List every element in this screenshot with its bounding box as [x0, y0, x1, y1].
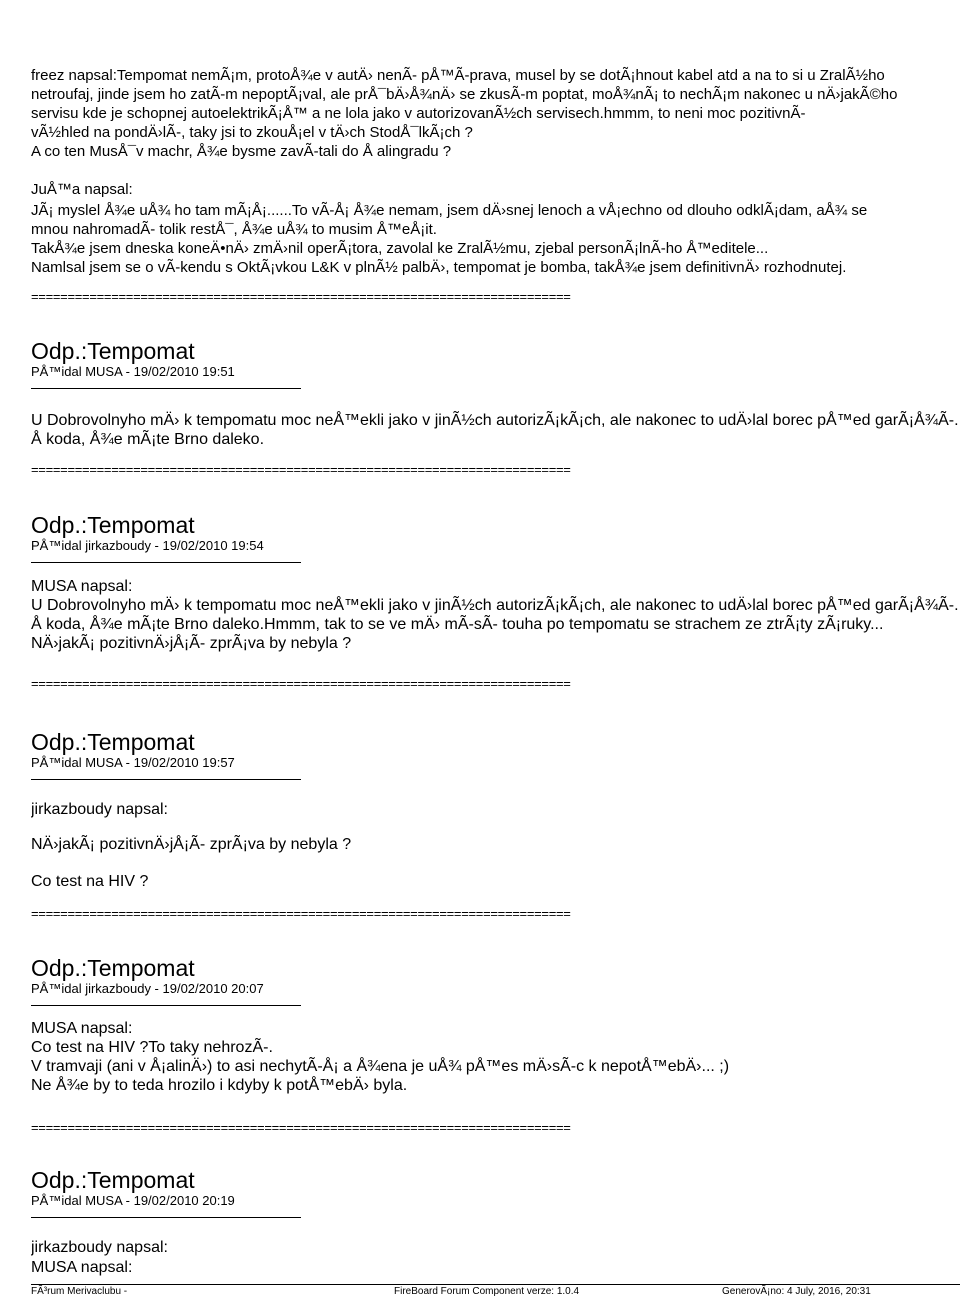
text-line: servisu kde je schopnej autoelektrikÃ¡Å™ a ne lola jako v autorizovanÃ½ch servisech.hmmm, to neni moc pozitivnÃ-: [31, 105, 806, 122]
text-line: NÄ›jakÃ¡ pozitivnÄ›jÅ¡Ã- zprÃ¡va by nebyla ?: [31, 836, 352, 853]
text-line: JÃ¡ myslel Å¾e uÅ¾ ho tam mÃ¡Å¡......To vÃ-Å¡ Å¾e nemam, jsem dÄ›snej lenoch a vÅ¡echno od dlouho odklÃ¡dam, aÅ¾ se: [31, 202, 868, 219]
divider: [31, 1005, 301, 1006]
separator: ==========================================================================: [31, 1121, 571, 1135]
text-line: freez napsal:Tempomat nemÃ¡m, protoÅ¾e v autÄ› nenÃ- pÅ™Ã-prava, musel by se dotÃ¡hnout kabel atd a na to si u ZralÃ½ho: [31, 67, 885, 84]
text-line: Namlsal jsem se o vÃ-kendu s OktÃ¡vkou L&K v plnÃ½ palbÄ›, tempomat je bomba, takÅ¾e jsem definitivnÄ› rozhodnutej.: [31, 259, 847, 276]
text-line: U Dobrovolnyho mÄ› k tempomatu moc neÅ™ekli jako v jinÃ½ch autorizÃ¡kÃ¡ch, ale nakonec to udÄ›lal borec pÅ™ed garÃ¡Å¾Ã-.: [31, 412, 959, 429]
text-line: Ne Å¾e by to teda hrozilo i kdyby k potÅ™ebÄ› byla.: [31, 1077, 408, 1094]
post-meta: PÅ™idal jirkazboudy - 19/02/2010 20:07: [31, 981, 264, 996]
text-line: Å koda, Å¾e mÃ¡te Brno daleko.Hmmm, tak to se ve mÄ› mÃ-sÃ- touha po tempomatu se strachem ze ztrÃ¡ty zÃ¡ruky...: [31, 616, 884, 633]
post: [31, 338, 960, 449]
intro-post: [31, 66, 960, 161]
post-meta: PÅ™idal MUSA - 19/02/2010 20:19: [31, 1193, 235, 1208]
post-meta: PÅ™idal MUSA - 19/02/2010 19:57: [31, 755, 235, 770]
separator: ==========================================================================: [31, 677, 571, 691]
quote-author: MUSA napsal:: [31, 1259, 133, 1276]
separator: ==========================================================================: [31, 290, 571, 304]
post: [31, 512, 960, 653]
text-line: TakÅ¾e jsem dneska koneÄ•nÄ› zmÄ›nil operÃ¡tora, zavolal ke ZralÃ½mu, zjebal personÃ¡lnÃ-ho Å™editele...: [31, 240, 769, 257]
divider: [31, 562, 301, 563]
post: [31, 955, 960, 1095]
quote-author: JuÅ™a napsal:: [31, 181, 133, 198]
post: [31, 729, 960, 891]
text-line: Co test na HIV ?To taky nehrozÃ-.: [31, 1039, 273, 1056]
post-title: Odp.:Tempomat: [31, 512, 195, 538]
text-line: U Dobrovolnyho mÄ› k tempomatu moc neÅ™ekli jako v jinÃ½ch autorizÃ¡kÃ¡ch, ale nakonec to udÄ›lal borec pÅ™ed garÃ¡Å¾Ã-.: [31, 597, 959, 614]
text-line: Co test na HIV ?: [31, 873, 149, 890]
text-line: Å koda, Å¾e mÃ¡te Brno daleko.: [31, 431, 265, 448]
text-line: mnou nahromadÃ- tolik restÅ¯, Å¾e uÅ¾ to musim Å™eÅ¡it.: [31, 221, 437, 238]
quote-author: jirkazboudy napsal:: [31, 801, 168, 818]
post-meta: PÅ™idal MUSA - 19/02/2010 19:51: [31, 364, 235, 379]
page-footer: [31, 1284, 960, 1298]
quote-author: jirkazboudy napsal:: [31, 1239, 168, 1256]
text-line: A co ten MusÅ¯v machr, Å¾e bysme zavÃ-tali do Å alingradu ?: [31, 143, 452, 160]
text-line: netroufaj, jinde jsem ho zatÃ-m nepoptÃ¡val, ale prÅ¯bÄ›Å¾nÄ› se zkusÃ-m poptat, moÅ¾nÃ¡ to nechÃ¡m nakonec u nÄ›jakÃ©ho: [31, 86, 898, 103]
divider: [31, 388, 301, 389]
divider: [31, 1217, 301, 1218]
text-line: NÄ›jakÃ¡ pozitivnÄ›jÅ¡Ã- zprÃ¡va by nebyla ?: [31, 635, 352, 652]
footer-component: FireBoard Forum Component verze: 1.0.4: [394, 1286, 580, 1297]
post-title: Odp.:Tempomat: [31, 729, 195, 755]
post-title: Odp.:Tempomat: [31, 955, 195, 981]
text-line: vÃ½hled na pondÄ›lÃ-, taky jsi to zkouÅ¡el v tÄ›ch StodÅ¯lkÃ¡ch ?: [31, 124, 473, 141]
quote-author: MUSA napsal:: [31, 578, 133, 595]
separator: ==========================================================================: [31, 463, 571, 477]
post-title: Odp.:Tempomat: [31, 1167, 195, 1193]
text-line: V tramvaji (ani v Å¡alinÄ›) to asi nechytÃ-Å¡ a Å¾ena je uÅ¾ pÅ™es mÄ›sÃ-c k nepotÅ™ebÄ›... ;): [31, 1058, 730, 1075]
footer-generated: GenerovÃ¡no: 4 July, 2016, 20:31: [722, 1286, 871, 1297]
separator: ==========================================================================: [31, 907, 571, 921]
divider: [31, 779, 301, 780]
post: [31, 1167, 960, 1277]
quote-author: MUSA napsal:: [31, 1020, 133, 1037]
post-title: Odp.:Tempomat: [31, 338, 195, 364]
quote-block: [31, 180, 960, 277]
footer-forum-name: FÃ³rum Merivaclubu -: [31, 1286, 128, 1297]
post-meta: PÅ™idal jirkazboudy - 19/02/2010 19:54: [31, 538, 264, 553]
